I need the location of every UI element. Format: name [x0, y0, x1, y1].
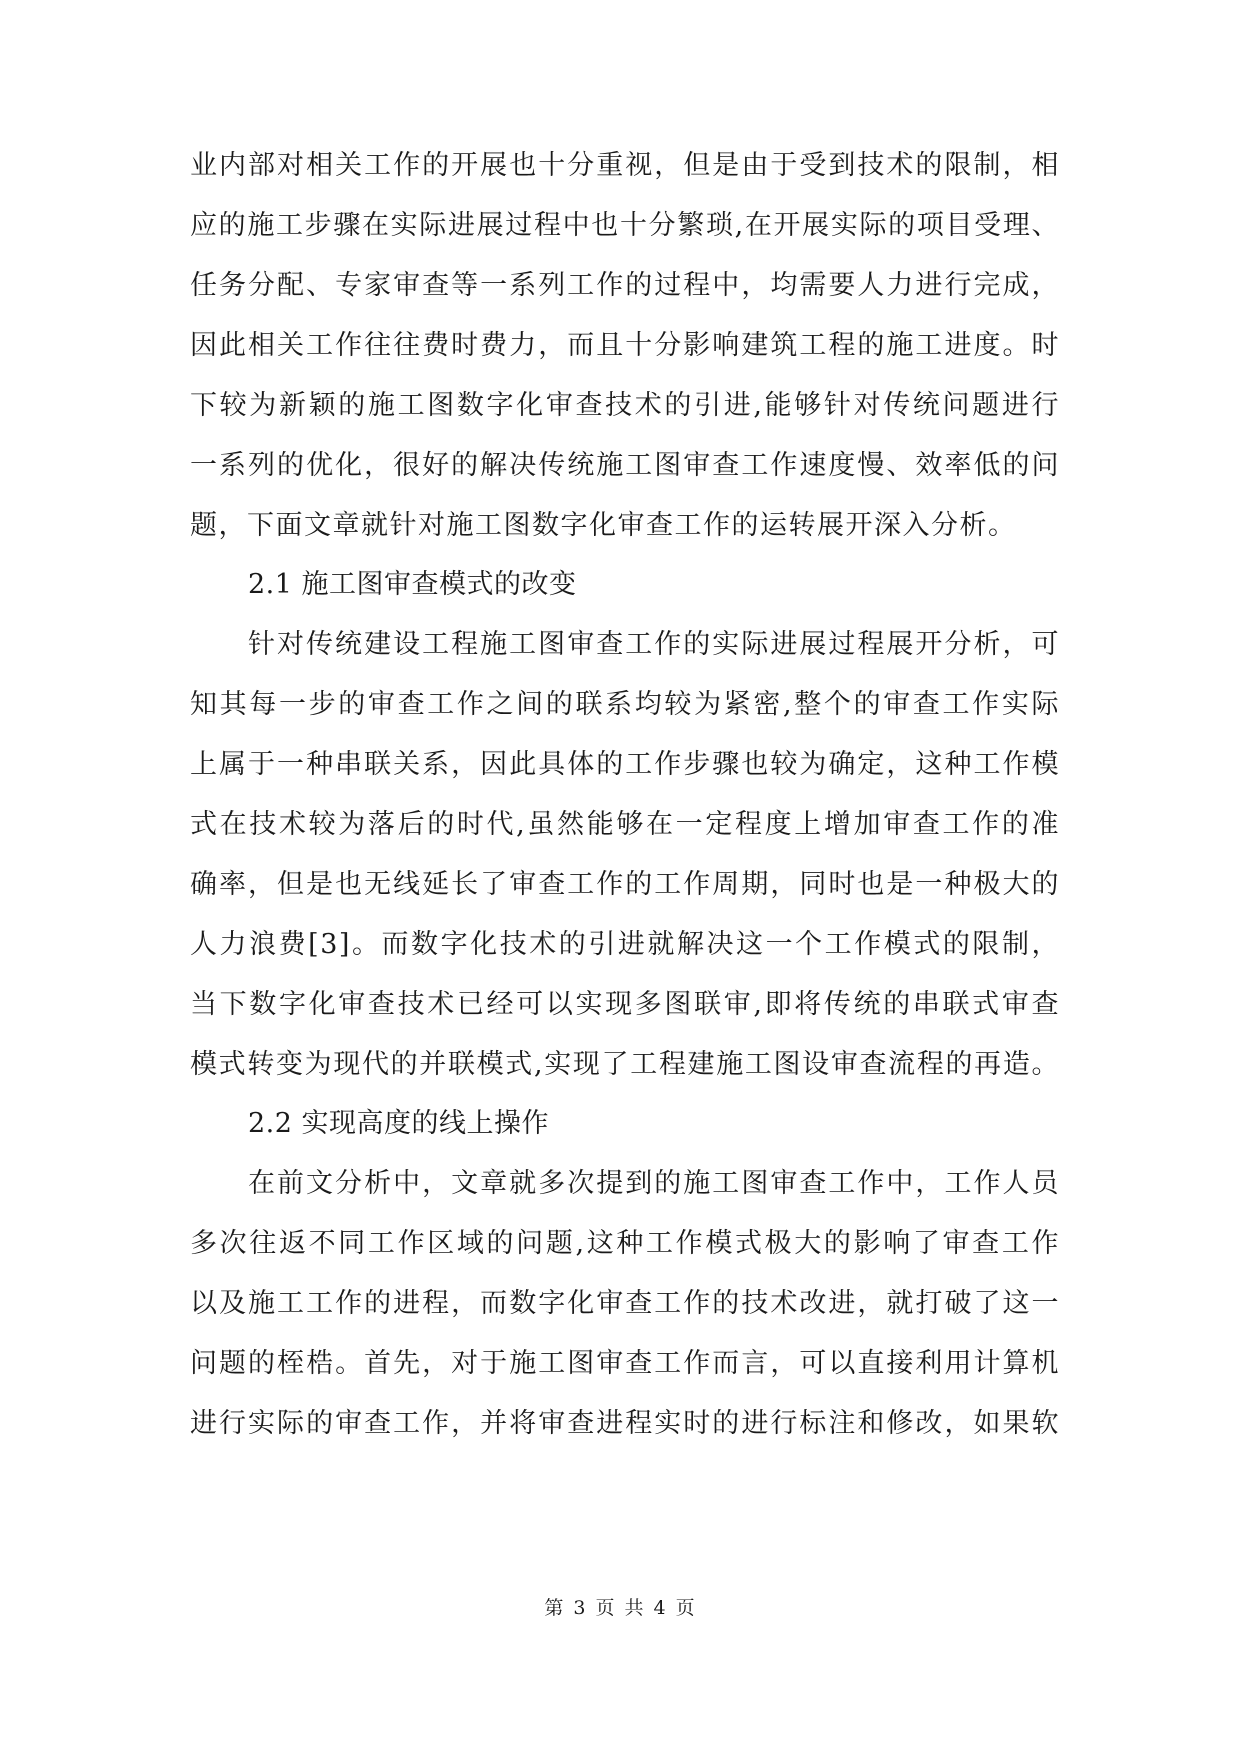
section-heading-2-1: 2.1 施工图审查模式的改变 [248, 569, 577, 600]
text-line: 当下数字化审查技术已经可以实现多图联审,即将传统的串联式审查 [190, 989, 1060, 1020]
text-line: 人力浪费[3]。而数字化技术的引进就解决这一个工作模式的限制， [190, 929, 1060, 960]
text-line: 上属于一种串联关系，因此具体的工作步骤也较为确定，这种工作模 [190, 749, 1060, 780]
text-line: 多次往返不同工作区域的问题,这种工作模式极大的影响了审查工作 [190, 1228, 1060, 1259]
text-line: 确率，但是也无线延长了审查工作的工作周期，同时也是一种极大的 [190, 869, 1060, 900]
text-line: 问题的桎梏。首先，对于施工图审查工作而言，可以直接利用计算机 [190, 1348, 1060, 1379]
text-line: 任务分配、专家审查等一系列工作的过程中，均需要人力进行完成， [190, 270, 1060, 301]
text-line: 针对传统建设工程施工图审查工作的实际进展过程展开分析，可 [248, 629, 1060, 660]
section-heading-2-2: 2.2 实现高度的线上操作 [248, 1108, 550, 1139]
page-number-footer: 第 3 页 共 4 页 [544, 1597, 697, 1619]
text-line: 式在技术较为落后的时代,虽然能够在一定程度上增加审查工作的准 [190, 809, 1060, 840]
text-line: 一系列的优化，很好的解决传统施工图审查工作速度慢、效率低的问 [190, 450, 1060, 481]
text-line: 因此相关工作往往费时费力，而且十分影响建筑工程的施工进度。时 [190, 330, 1060, 361]
text-line: 下较为新颖的施工图数字化审查技术的引进,能够针对传统问题进行 [190, 390, 1060, 421]
text-line: 以及施工工作的进程，而数字化审查工作的技术改进，就打破了这一 [190, 1288, 1060, 1319]
text-line: 知其每一步的审查工作之间的联系均较为紧密,整个的审查工作实际 [190, 689, 1060, 720]
text-line: 题，下面文章就针对施工图数字化审查工作的运转展开深入分析。 [190, 510, 1017, 541]
text-line: 业内部对相关工作的开展也十分重视，但是由于受到技术的限制，相 [190, 150, 1060, 181]
text-line: 在前文分析中，文章就多次提到的施工图审查工作中，工作人员 [248, 1168, 1060, 1199]
text-line: 进行实际的审查工作，并将审查进程实时的进行标注和修改，如果软 [190, 1408, 1060, 1439]
text-line: 应的施工步骤在实际进展过程中也十分繁琐,在开展实际的项目受理、 [190, 210, 1060, 241]
text-line: 模式转变为现代的并联模式,实现了工程建施工图设审查流程的再造。 [190, 1049, 1060, 1080]
